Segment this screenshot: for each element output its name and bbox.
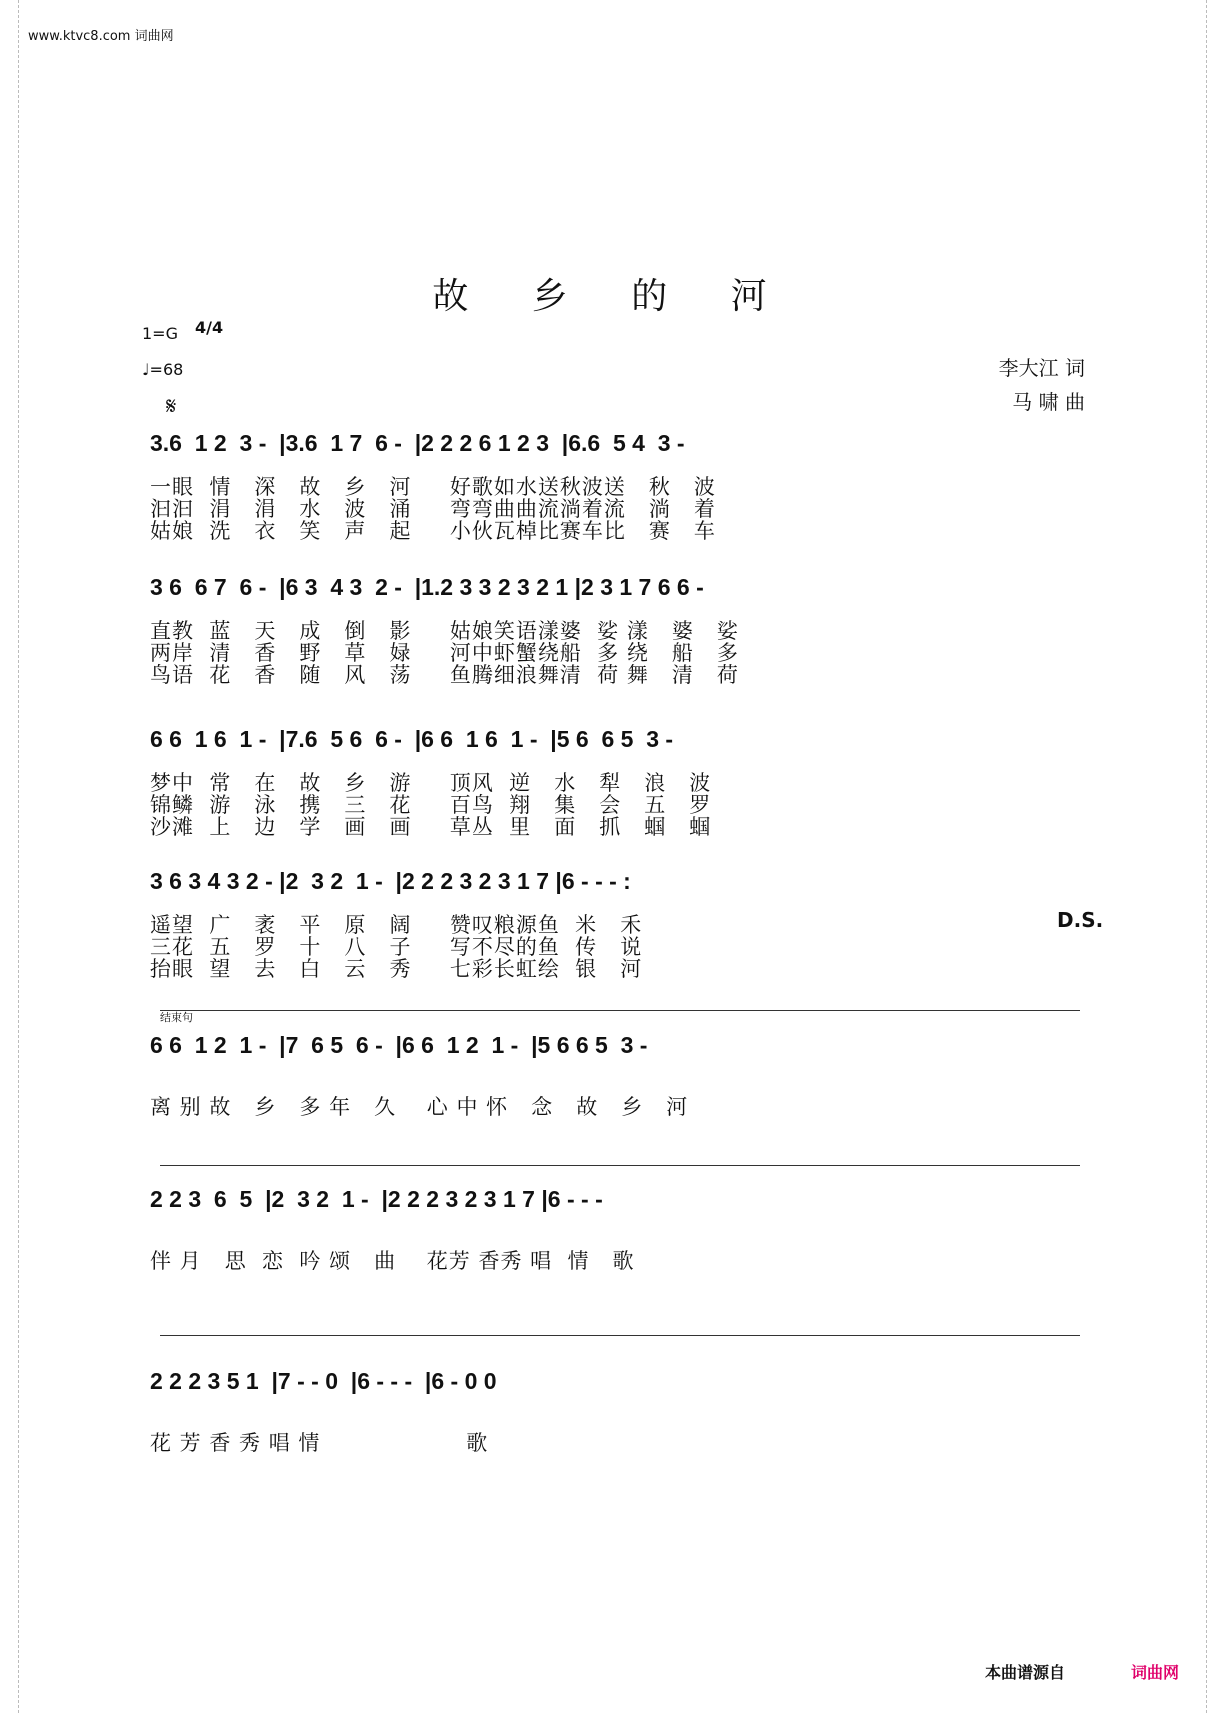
ending-bracket-line: [160, 1010, 1080, 1011]
lyric-verse-2: 锦鳞 游 泳 携 三 花 百鸟 翔 集 会 五 罗: [150, 793, 712, 817]
tempo-marking: [142, 360, 183, 379]
left-margin-strip: [0, 0, 19, 1713]
notation-line: 3 6 6 7 6 - |6 3 4 3 2 - |1.2 3 3 2 3 2 1 |2 3 1 7 6 6 -: [150, 574, 704, 600]
notation-line: 6 6 1 6 1 - |7.6 5 6 6 - |6 6 1 6 1 - |5 6 6 5 3 -: [150, 726, 674, 752]
lyric-verse-3: 鸟语 花 香 随 风 荡 鱼腾细浪舞清 荷 舞 清 荷: [150, 663, 739, 687]
section-divider: [160, 1335, 1080, 1336]
lyric-line: 花 芳 香 秀 唱 情 歌: [150, 1431, 489, 1455]
quarter-note-icon: ♩: [142, 360, 150, 379]
notation-line: 3 6 3 4 3 2 - |2 3 2 1 - |2 2 2 3 2 3 1 7 |6 - - - :: [150, 868, 631, 894]
ending-label: 结束句: [160, 1011, 193, 1024]
section-divider: [160, 1165, 1080, 1166]
ds-marking: D.S.: [1057, 908, 1104, 932]
right-margin-strip: [1206, 0, 1225, 1713]
lyric-line: 伴 月 思 恋 吟 颂 曲 花芳 香秀 唱 情 歌: [150, 1249, 635, 1273]
lyric-verse-2: 汩汩 涓 涓 水 波 涌 弯弯曲曲流淌着流 淌 着: [150, 497, 716, 521]
lyric-verse-3: 沙滩 上 边 学 画 画 草丛 里 面 抓 蝈 蝈: [150, 815, 712, 839]
notation-line: 2 2 3 6 5 |2 3 2 1 - |2 2 2 3 2 3 1 7 |6 - - -: [150, 1186, 603, 1212]
notation-line: 2 2 2 3 5 1 |7 - - 0 |6 - - - |6 - 0 0: [150, 1368, 497, 1394]
footer-source-label: 本曲谱源自: [985, 1663, 1066, 1682]
key-signature: 1=G: [142, 324, 178, 343]
lyric-line: 离 别 故 乡 多 年 久 心 中 怀 念 故 乡 河: [150, 1095, 689, 1119]
lyric-verse-1: 遥望 广 袤 平 原 阔 赞叹粮源鱼 米 禾: [150, 913, 643, 937]
footer-site-link[interactable]: 词曲网: [1131, 1663, 1180, 1682]
lyricist-credit: 李大江 词: [998, 356, 1085, 380]
lyric-verse-3: 姑娘 洗 衣 笑 声 起 小伙瓦棹比赛车比 赛 车: [150, 519, 716, 543]
composer-credit: 马 啸 曲: [1012, 390, 1085, 414]
lyric-verse-1: 直教 蓝 天 成 倒 影 姑娘笑语漾婆 娑 漾 婆 娑: [150, 619, 739, 643]
segno-icon: 𝄋: [166, 392, 177, 420]
notation-line: 6 6 1 2 1 - |7 6 5 6 - |6 6 1 2 1 - |5 6 6 5 3 -: [150, 1032, 648, 1058]
lyric-verse-2: 三花 五 罗 十 八 子 写不尽的鱼 传 说: [150, 935, 643, 959]
time-signature: 4/4: [195, 318, 224, 337]
lyric-verse-1: 一眼 情 深 故 乡 河 好歌如水送秋波送 秋 波: [150, 475, 716, 499]
lyric-verse-1: 梦中 常 在 故 乡 游 顶风 逆 水 犁 浪 波: [150, 771, 712, 795]
song-title: 故 乡 的 河: [432, 276, 793, 317]
lyric-verse-2: 两岸 清 香 野 草 娽 河中虾蟹绕船 多 绕 船 多: [150, 641, 739, 665]
site-url: www.ktvc8.com 词曲网: [28, 29, 174, 44]
lyric-verse-3: 抬眼 望 去 白 云 秀 七彩长虹绘 银 河: [150, 957, 643, 981]
tempo-value: =68: [149, 360, 184, 379]
notation-line: 3.6 1 2 3 - |3.6 1 7 6 - |2 2 2 6 1 2 3 |6.6 5 4 3 -: [150, 430, 685, 456]
